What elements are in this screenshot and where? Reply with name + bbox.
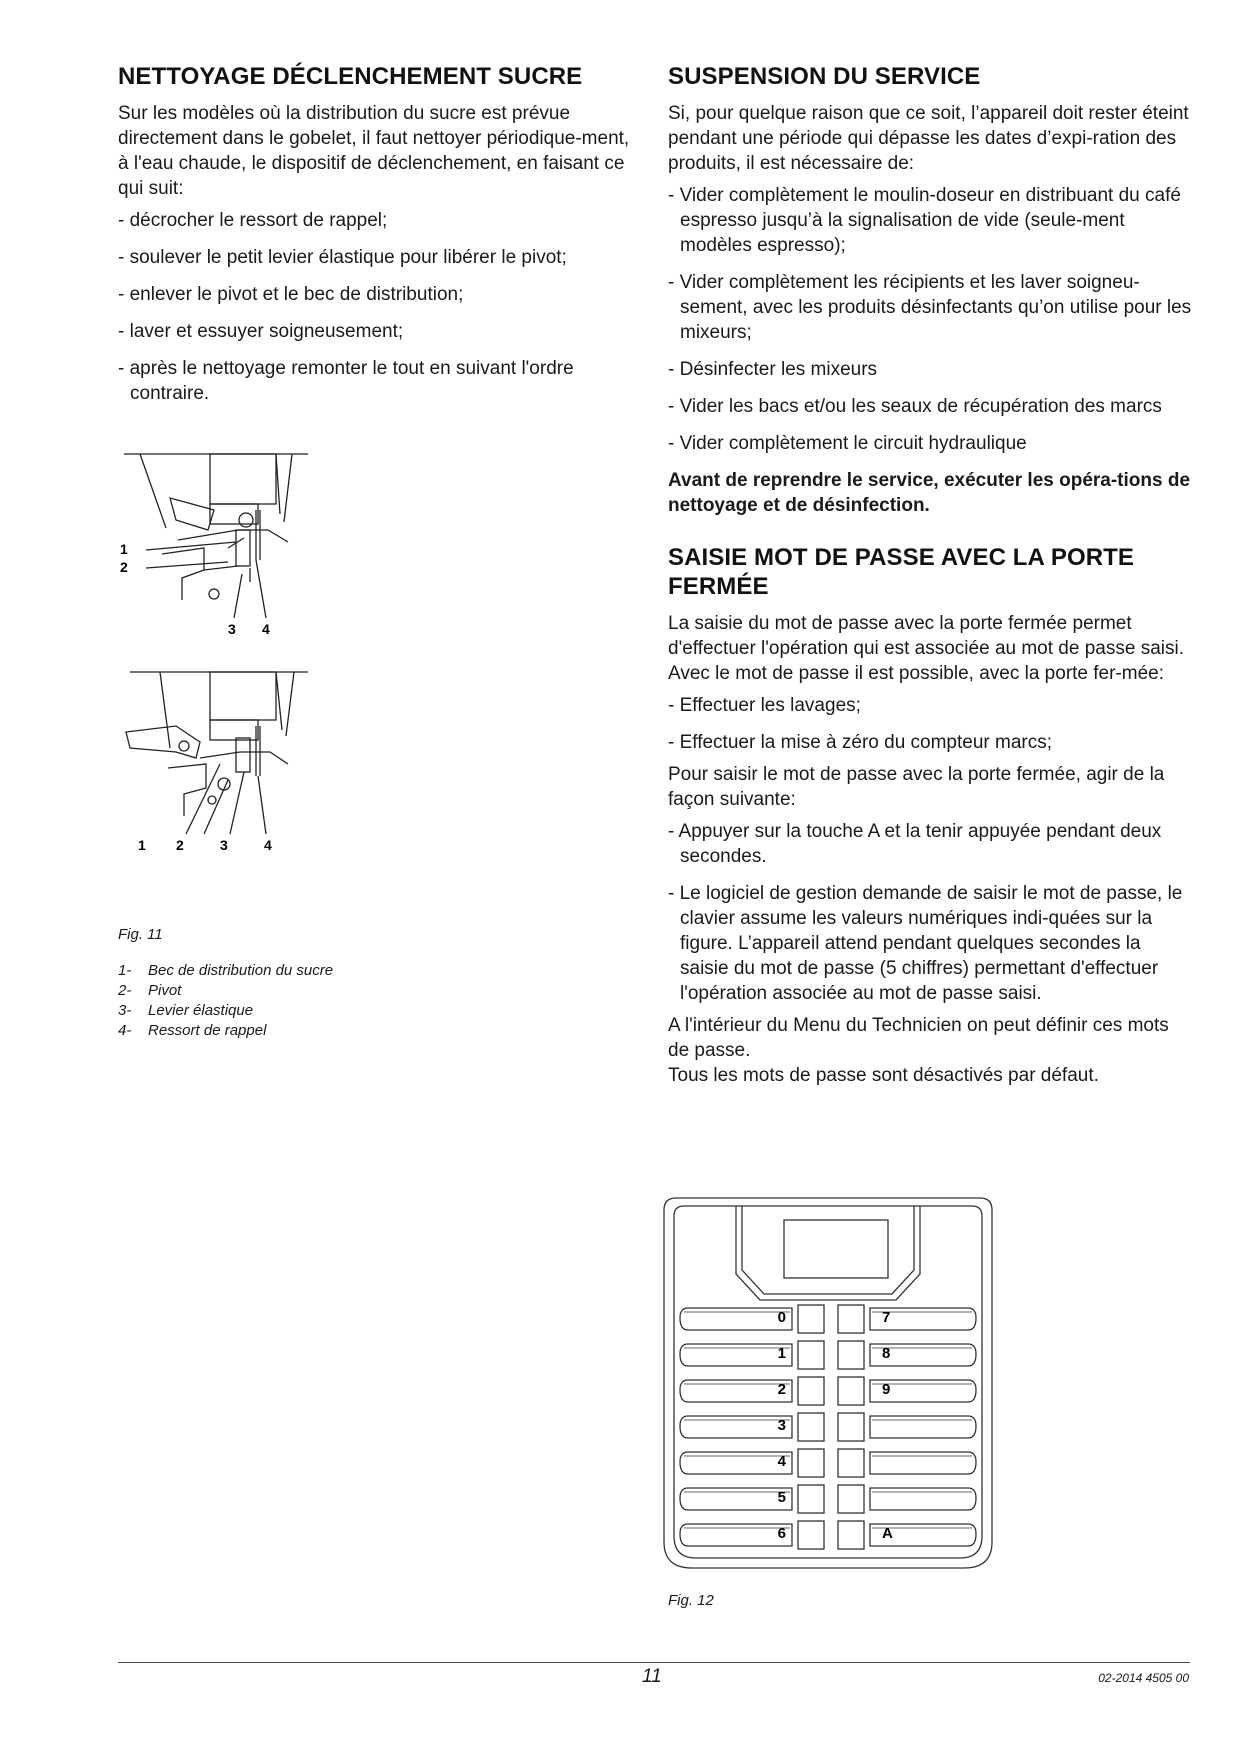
list-item: - laver et essuyer soigneusement; (118, 321, 404, 342)
key-button-right (838, 1449, 864, 1477)
key-label-left: 4 (777, 1453, 786, 1470)
service-suspension-steps (668, 183, 1192, 456)
fig11-top-drawing (118, 450, 318, 650)
list-item: - Vider les bacs et/ou les seaux de récupération des marcs (668, 396, 1162, 417)
key-label-right: 8 (882, 1345, 891, 1362)
list-item: - après le nettoyage remonter le tout en suivant l'ordre contraire. (118, 358, 574, 404)
password-para-2: Avec le mot de passe il est possible, avec la porte fer-mée: (668, 663, 1165, 684)
password-para-4: A l'intérieur du Menu du Technicien on peut définir ces mots de passe. (668, 1015, 1169, 1061)
list-item: - Appuyer sur la touche A et la tenir appuyée pendant deux secondes. (668, 821, 1162, 867)
key-button-left (798, 1305, 824, 1333)
list-item: - Vider complètement le moulin-doseur en distribuant du café espresso jusqu’à la signalisation de vide (seule-ment modèles espresso); (668, 185, 1181, 256)
key-label-bar-left (680, 1380, 792, 1402)
document-code: 02-2014 4505 00 (1098, 1671, 1189, 1685)
password-para-1: La saisie du mot de passe avec la porte fermée permet d'effectuer l'opération qui est associée au mot de passe saisi. (668, 613, 1184, 659)
fig11-bottom-label-1: 1 (138, 837, 146, 853)
key-label-bar-left (680, 1488, 792, 1510)
key-label-bar-left (680, 1416, 792, 1438)
key-label-left: 3 (777, 1417, 786, 1434)
list-item: - Vider complètement le circuit hydraulique (668, 433, 1027, 454)
key-label-bar-left (680, 1524, 792, 1546)
list-item: - Vider complètement les récipients et les laver soigneu-sement, avec les produits désinfectants qu’on utilise pour les mixeurs; (668, 272, 1192, 343)
service-warning: Avant de reprendre le service, exécuter les opéra-tions de nettoyage et de désinfection. (668, 470, 1191, 516)
list-item: - soulever le petit levier élastique pour libérer le pivot; (118, 247, 567, 268)
legend-item: 1- Bec de distribution du sucre (118, 962, 334, 979)
key-button-left (798, 1485, 824, 1513)
password-para-3: Pour saisir le mot de passe avec la porte fermée, agir de la façon suivante: (668, 764, 1165, 810)
fig11-top-label-4: 4 (262, 621, 270, 637)
key-label-bar-left (680, 1308, 792, 1330)
fig11-bottom-label-2: 2 (176, 837, 184, 853)
legend-item: 2- Pivot (118, 982, 182, 999)
key-label-bar-right (870, 1452, 976, 1474)
key-button-right (838, 1305, 864, 1333)
key-button-left (798, 1521, 824, 1549)
list-item: - Effectuer la mise à zéro du compteur marcs; (668, 732, 1053, 753)
key-button-left (798, 1449, 824, 1477)
fig11-top-label-3: 3 (228, 621, 236, 637)
key-label-left: 1 (777, 1345, 786, 1362)
fig11-bottom-drawing (118, 668, 318, 868)
list-item: - Effectuer les lavages; (668, 695, 861, 716)
fig11-bottom-label-4: 4 (264, 837, 272, 853)
password-list-2 (668, 819, 1192, 1006)
legend-item: 4- Ressort de rappel (118, 1022, 267, 1039)
password-para-5: Tous les mots de passe sont désactivés par défaut. (668, 1065, 1099, 1086)
key-button-left (798, 1341, 824, 1369)
left-column (118, 62, 638, 1039)
fig11-caption-block (118, 922, 518, 1041)
list-item: - décrocher le ressort de rappel; (118, 210, 388, 231)
key-button-right (838, 1521, 864, 1549)
password-list-1 (668, 693, 1192, 755)
key-label-right: A (882, 1525, 893, 1542)
key-button-right (838, 1341, 864, 1369)
key-label-left: 6 (777, 1525, 786, 1542)
service-suspension-intro: Si, pour quelque raison que ce soit, l’appareil doit rester éteint pendant une période qui dépasse les dates d’expi-ration des produits, il est nécessaire de: (668, 103, 1189, 174)
fig12-keypad (658, 1196, 998, 1586)
key-button-right (838, 1377, 864, 1405)
key-label-right: 7 (882, 1309, 891, 1326)
key-label-right: 9 (882, 1381, 891, 1398)
page-number: 11 (642, 1666, 662, 1687)
right-column (668, 62, 1192, 1095)
list-item: - enlever le pivot et le bec de distribution; (118, 284, 464, 305)
sugar-cleaning-steps (118, 208, 638, 406)
service-suspension-title: SUSPENSION DU SERVICE (668, 63, 981, 90)
footer-rule (118, 1662, 1190, 1663)
fig11-legend (118, 961, 518, 1041)
fig11-bottom-label-3: 3 (220, 837, 228, 853)
key-label-bar-right (870, 1416, 976, 1438)
fig11-top-label-1: 1 (120, 541, 128, 557)
key-button-right (838, 1413, 864, 1441)
key-button-right (838, 1485, 864, 1513)
sugar-cleaning-intro: Sur les modèles où la distribution du sucre est prévue directement dans le gobelet, il faut nettoyer périodique-ment, à l'eau chaude, le dispositif de déclenchement, en faisant ce qui suit: (118, 103, 630, 199)
key-button-left (798, 1377, 824, 1405)
password-section-title: SAISIE MOT DE PASSE AVEC LA PORTE FERMÉE (668, 544, 1135, 600)
fig11-caption: Fig. 11 (118, 926, 163, 943)
key-label-left: 0 (777, 1309, 786, 1326)
key-label-bar-left (680, 1344, 792, 1366)
key-label-bar-right (870, 1488, 976, 1510)
list-item: - Le logiciel de gestion demande de saisir le mot de passe, le clavier assume les valeurs numériques indi-quées sur la figure. L’appareil attend pendant quelques secondes la saisie du mot de passe (5 chiffres) permettant d'effectuer l'opération associée au mot de passe saisi. (668, 883, 1183, 1004)
key-button-left (798, 1413, 824, 1441)
fig12-caption: Fig. 12 (668, 1592, 714, 1609)
key-label-left: 2 (777, 1381, 786, 1398)
legend-item: 3- Levier élastique (118, 1002, 254, 1019)
fig11-top-label-2: 2 (120, 559, 128, 575)
key-label-bar-left (680, 1452, 792, 1474)
sugar-cleaning-title: NETTOYAGE DÉCLENCHEMENT SUCRE (118, 63, 583, 90)
list-item: - Désinfecter les mixeurs (668, 359, 878, 380)
key-label-left: 5 (777, 1489, 786, 1506)
